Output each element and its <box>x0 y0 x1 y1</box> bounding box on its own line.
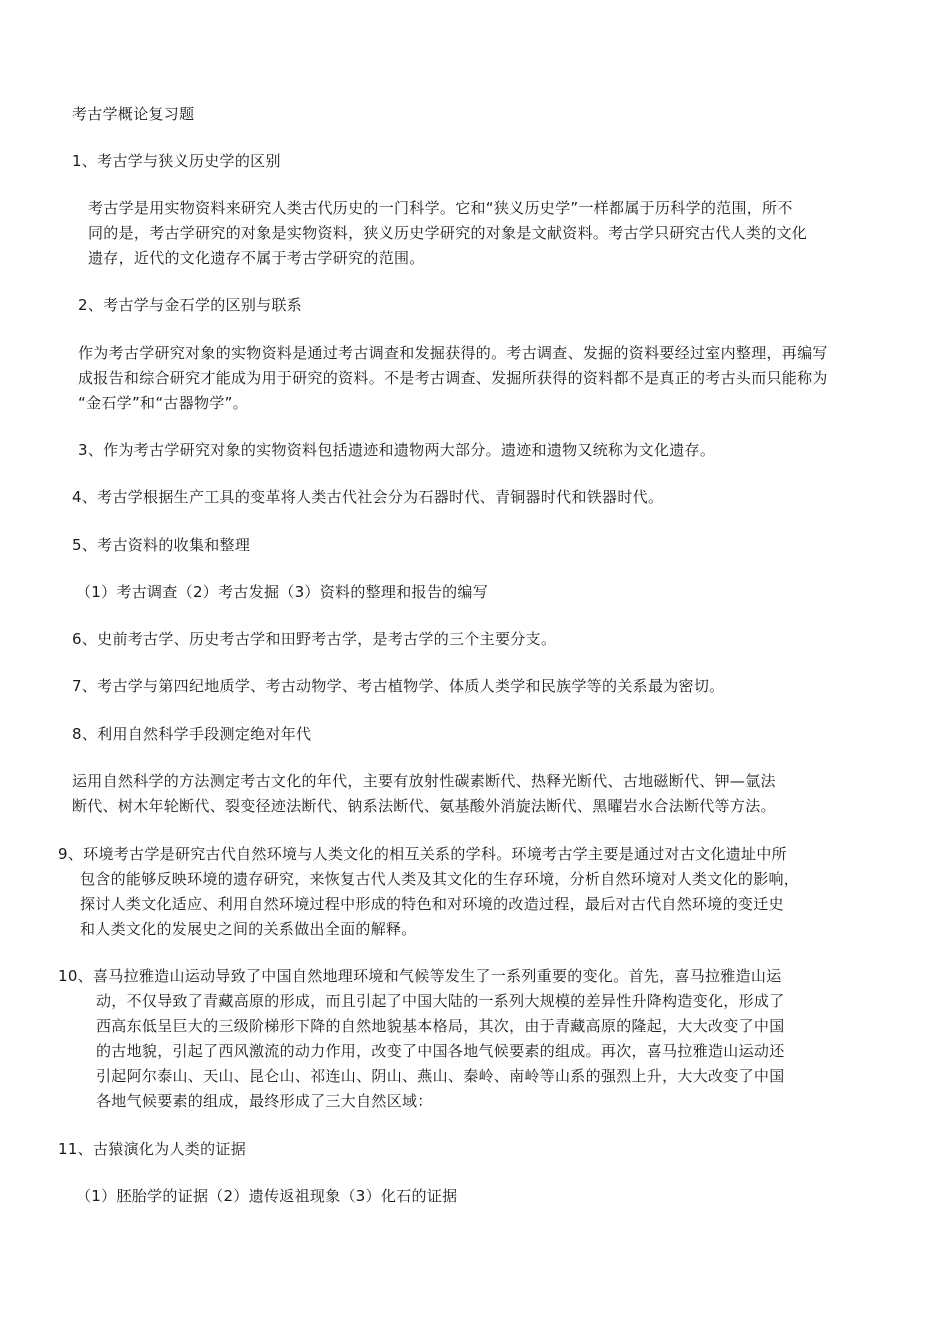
section-8-line-2: 断代、树木年轮断代、裂变径迹法断代、钠系法断代、氨基酸外消旋法断代、黑曜岩水合法断代等方法。 <box>72 797 776 815</box>
section-10-line-2: 西高东低呈巨大的三级阶梯形下降的自然地貌基本格局，其次，由于青藏高原的隆起，大大改变了中国 <box>96 1017 785 1035</box>
section-10-line-1: 动，不仅导致了青藏高原的形成，而且引起了中国大陆的一系列大规模的差异性升降构造变化，形成了 <box>96 992 785 1010</box>
section-1-line-3: 遗存，近代的文化遗存不属于考古学研究的范围。 <box>88 249 425 267</box>
section-9-line-2: 探讨人类文化适应、利用自然环境过程中形成的特色和对环境的改造过程，最后对古代自然环境的变迁史 <box>80 895 784 913</box>
section-10-line-4: 引起阿尔泰山、天山、昆仑山、祁连山、阴山、燕山、秦岭、南岭等山系的强烈上升，大大改变了中国 <box>96 1067 785 1085</box>
section-2-line-3: “金石学”和“古器物学”。 <box>78 394 248 412</box>
section-2-heading: 2、考古学与金石学的区别与联系 <box>78 296 303 314</box>
section-6-heading: 6、史前考古学、历史考古学和田野考古学，是考古学的三个主要分支。 <box>72 630 557 648</box>
document-title: 考古学概论复习题 <box>72 105 195 123</box>
section-11-heading: 11、古猿演化为人类的证据 <box>58 1140 246 1158</box>
section-1-line-1: 考古学是用实物资料来研究人类古代历史的一门科学。它和“狭义历史学”一样都属于历科学的范围，所不 <box>88 199 793 217</box>
section-3-heading: 3、作为考古学研究对象的实物资料包括遗迹和遗物两大部分。遗迹和遗物又统称为文化遗存。 <box>78 441 716 459</box>
section-10-line-5: 各地气候要素的组成，最终形成了三大自然区域： <box>96 1092 433 1110</box>
section-10-heading: 10、喜马拉雅造山运动导致了中国自然地理环境和气候等发生了一系列重要的变化。首先，喜马拉雅造山运 <box>58 967 782 985</box>
section-9-line-1: 包含的能够反映环境的遗存研究，来恢复古代人类及其文化的生存环境，分析自然环境对人类文化的影响， <box>80 870 800 888</box>
section-5-line-1: （1）考古调查（2）考古发掘（3）资料的整理和报告的编写 <box>76 583 489 601</box>
section-2-line-1: 作为考古学研究对象的实物资料是通过考古调查和发掘获得的。考古调查、发掘的资料要经过室内整理，再编写 <box>78 344 828 362</box>
section-4-heading: 4、考古学根据生产工具的变革将人类古代社会分为石器时代、青铜器时代和铁器时代。 <box>72 488 664 506</box>
section-8-line-1: 运用自然科学的方法测定考古文化的年代，主要有放射性碳素断代、热释光断代、古地磁断代、钾—氩法 <box>72 772 776 790</box>
section-1-line-2: 同的是，考古学研究的对象是实物资料，狭义历史学研究的对象是文献资料。考古学只研究古代人类的文化 <box>88 224 808 242</box>
section-10-line-3: 的古地貌，引起了西风激流的动力作用，改变了中国各地气候要素的组成。再次，喜马拉雅造山运动还 <box>96 1042 785 1060</box>
section-5-heading: 5、考古资料的收集和整理 <box>72 536 251 554</box>
section-2-line-2: 成报告和综合研究才能成为用于研究的资料。不是考古调查、发掘所获得的资料都不是真正的考古头而只能称为 <box>78 369 828 387</box>
section-7-heading: 7、考古学与第四纪地质学、考古动物学、考古植物学、体质人类学和民族学等的关系最为密切。 <box>72 677 725 695</box>
section-9-line-3: 和人类文化的发展史之间的关系做出全面的解释。 <box>80 920 417 938</box>
section-9-heading: 9、环境考古学是研究古代自然环境与人类文化的相互关系的学科。环境考古学主要是通过对古文化遗址中所 <box>58 845 787 863</box>
section-8-heading: 8、利用自然科学手段测定绝对年代 <box>72 725 312 743</box>
section-11-line-1: （1）胚胎学的证据（2）遗传返祖现象（3）化石的证据 <box>76 1187 458 1205</box>
section-1-heading: 1、考古学与狭义历史学的区别 <box>72 152 281 170</box>
